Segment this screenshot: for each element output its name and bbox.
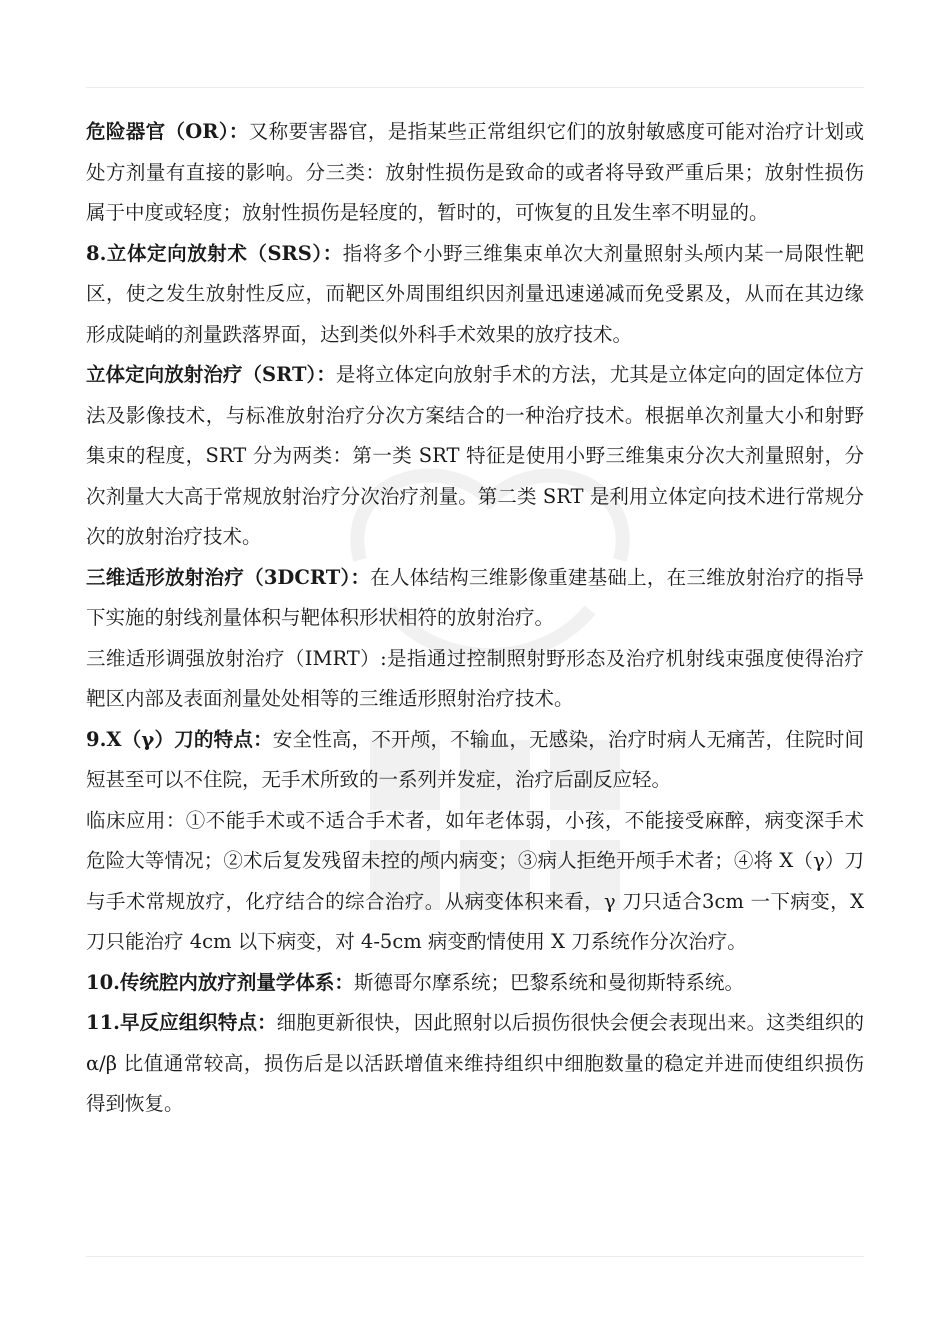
body-clinical-application: 临床应用：①不能手术或不适合手术者，如年老体弱，小孩，不能接受麻醉，病变深手术危险大等情况；②术后复发残留未控的颅内病变；③病人拒绝开颅手术者；④将 X（γ）刀与手术常规放疗，化疗结合的综合治疗。从病变体积来看，γ 刀只适合3cm 一下病变，X 刀只能治疗 4cm 以下病变，对 4-5cm 病变酌情使用 X 刀系统作分次治疗。 [86,808,864,953]
term-brachytherapy-systems: 10.传统腔内放疗剂量学体系： [86,970,354,994]
term-early-reacting-tissue: 11.早反应组织特点： [86,1011,277,1034]
paragraph-3dcrt [86,558,864,639]
paragraph-clinical-application [86,801,864,963]
term-3dcrt: 三维适形放射治疗（3DCRT）： [86,565,371,589]
footer-rule [86,1256,864,1257]
paragraph-brachytherapy-systems [86,963,864,1004]
body-imrt: 三维适形调强放射治疗（IMRT）:是指通过控制照射野形态及治疗机射线束强度使得治疗靶区内部及表面剂量处处相等的三维适形照射治疗技术。 [86,646,864,710]
body-knife-features: 安全性高，不开颅，不输血，无感染，治疗时病人无痛苦，住院时间短甚至可以不住院，无手术所致的一系列并发症，治疗后副反应轻。 [86,727,864,791]
body-srt: 是将立体定向放射手术的方法，尤其是立体定向的固定体位方法及影像技术，与标准放射治疗分次方案结合的一种治疗技术。根据单次剂量大小和射野集束的程度，SRT 分为两类：第一类 SRT 特征是使用小野三维集束分次大剂量照射，分次剂量大大高于常规放射治疗分次治疗剂量。第二类 SRT 是利用立体定向技术进行常规分次的放射治疗技术。 [86,363,864,548]
body-3dcrt: 在人体结构三维影像重建基础上，在三维放射治疗的指导下实施的射线剂量体积与靶体积形状相符的放射治疗。 [86,565,864,629]
paragraph-or [86,112,864,234]
header-rule [86,87,864,88]
document-body [86,112,864,1125]
paragraph-early-reacting-tissue [86,1003,864,1125]
paragraph-knife-features [86,720,864,801]
term-or: 危险器官（OR）： [86,120,249,143]
paragraph-srt [86,355,864,558]
body-brachytherapy-systems: 斯德哥尔摩系统；巴黎系统和曼彻斯特系统。 [353,970,744,994]
paragraph-imrt [86,639,864,720]
term-srt: 立体定向放射治疗（SRT）： [86,363,336,386]
body-or: 又称要害器官，是指某些正常组织它们的放射敏感度可能对治疗计划或处方剂量有直接的影响。分三类：放射性损伤是致命的或者将导致严重后果；放射性损伤属于中度或轻度；放射性损伤是轻度的，暂时的，可恢复的且发生率不明显的。 [86,120,864,224]
body-early-reacting-tissue: 细胞更新很快，因此照射以后损伤很快会便会表现出来。这类组织的 α/β 比值通常较高，损伤后是以活跃增值来维持组织中细胞数量的稳定并进而使组织损伤得到恢复。 [86,1011,864,1115]
term-srs: 8.立体定向放射术（SRS）： [86,241,343,265]
term-knife-features: 9.X（γ）刀的特点： [86,727,273,751]
body-srs: 指将多个小野三维集束单次大剂量照射头颅内某一局限性靶区，使之发生放射性反应，而靶区外周围组织因剂量迅速递减而免受累及，从而在其边缘形成陡峭的剂量跌落界面，达到类似外科手术效果的放疗技术。 [86,241,864,346]
paragraph-srs [86,234,864,356]
